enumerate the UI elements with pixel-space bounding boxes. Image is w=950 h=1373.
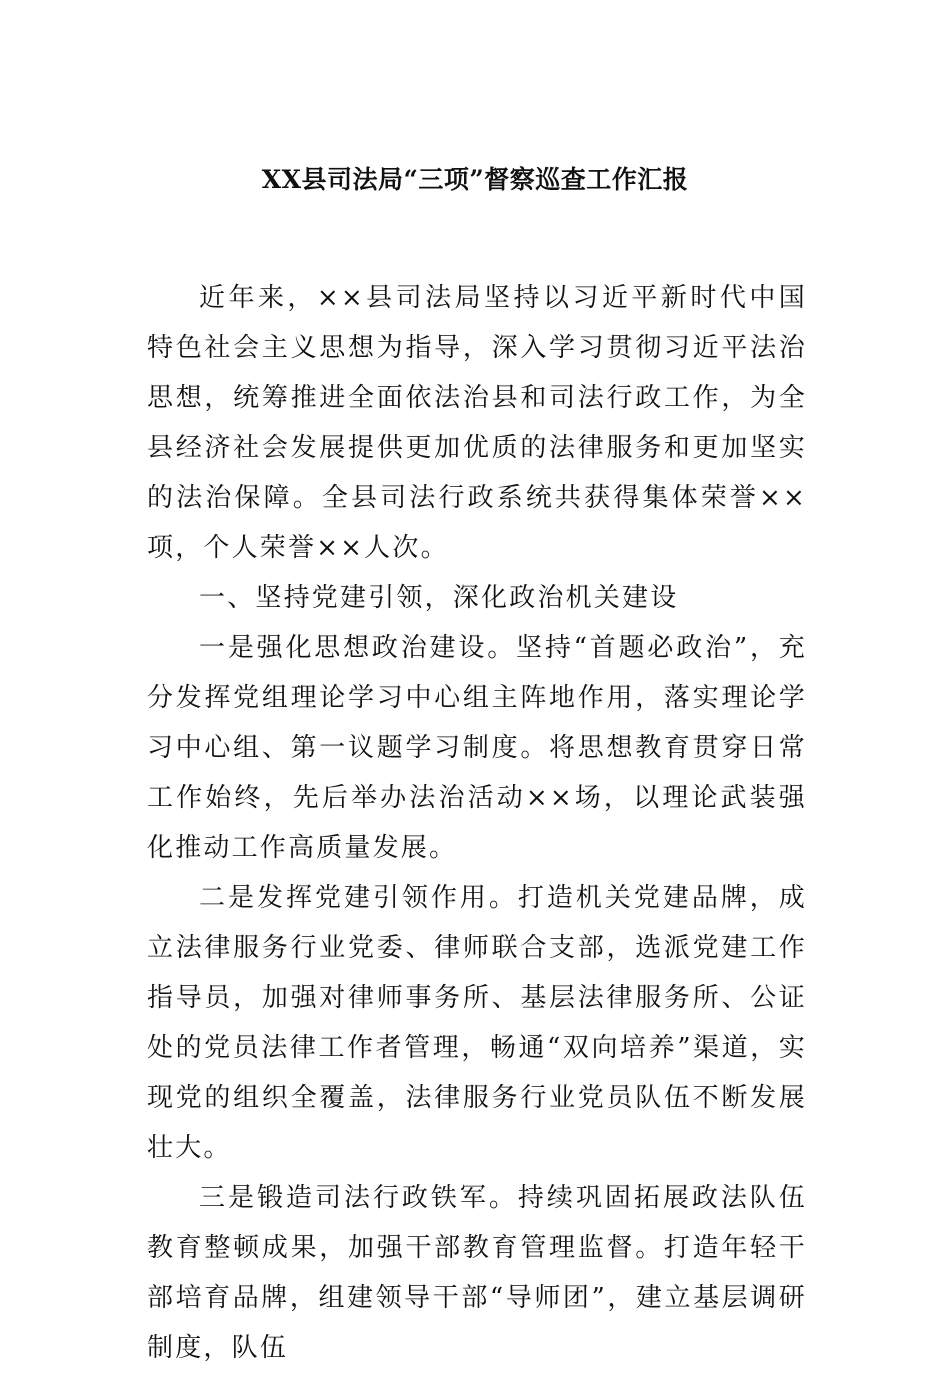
paragraph-intro: 近年来，××县司法局坚持以习近平新时代中国特色社会主义思想为指导，深入学习贯彻习近平法治思想，统筹推进全面依法治县和司法行政工作，为全县经济社会发展提供更加优质的法律服务和更加坚实的法治保障。全县司法行政系统共获得集体荣誉××项，个人荣誉××人次。 <box>147 283 807 563</box>
document-title: XX县司法局“三项”督察巡查工作汇报 <box>261 165 689 194</box>
section-heading-1: 一、坚持党建引领，深化政治机关建设 <box>199 583 679 613</box>
paragraph-point-1: 一是强化思想政治建设。坚持“首题必政治”，充分发挥党组理论学习中心组主阵地作用，落实理论学习中心组、第一议题学习制度。将思想教育贯穿日常工作始终，先后举办法治活动××场，以理论武装强化推动工作高质量发展。 <box>147 633 807 863</box>
paragraph-point-2: 二是发挥党建引领作用。打造机关党建品牌，成立法律服务行业党委、律师联合支部，选派党建工作指导员，加强对律师事务所、基层法律服务所、公证处的党员法律工作者管理，畅通“双向培养”渠道，实现党的组织全覆盖，法律服务行业党员队伍不断发展壮大。 <box>147 883 807 1163</box>
paragraph-point-3: 三是锻造司法行政铁军。持续巩固拓展政法队伍教育整顿成果，加强干部教育管理监督。打造年轻干部培育品牌，组建领导干部“导师团”，建立基层调研制度，队伍 <box>147 1183 807 1363</box>
document-body <box>147 273 807 1373</box>
